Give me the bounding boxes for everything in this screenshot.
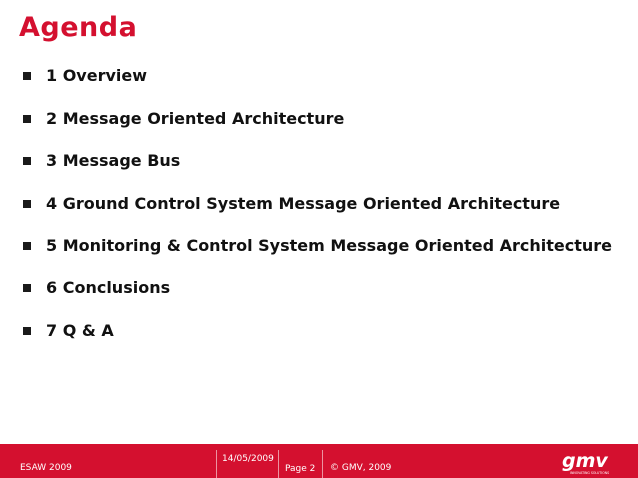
gmv-logo-tagline: INNOVATING SOLUTIONS — [570, 471, 610, 475]
footer-bar — [0, 444, 638, 478]
agenda-item-text: 3 Message Bus — [46, 151, 181, 170]
footer-copyright: © GMV, 2009 — [330, 463, 392, 473]
square-bullet-icon — [23, 157, 31, 165]
agenda-item — [0, 236, 638, 260]
footer-date: 14/05/2009 — [222, 454, 274, 464]
agenda-item — [0, 194, 638, 218]
agenda-item — [0, 321, 638, 345]
agenda-item-text: 7 Q & A — [46, 321, 114, 340]
footer-event: ESAW 2009 — [20, 463, 72, 473]
agenda-item-text: 4 Ground Control System Message Oriented Architecture — [46, 194, 561, 213]
slide-title: Agenda — [19, 12, 138, 43]
footer-divider — [278, 450, 279, 478]
square-bullet-icon — [23, 200, 31, 208]
square-bullet-icon — [23, 242, 31, 250]
agenda-item — [0, 278, 638, 302]
square-bullet-icon — [23, 284, 31, 292]
square-bullet-icon — [23, 115, 31, 123]
agenda-item — [0, 109, 638, 133]
agenda-item — [0, 66, 638, 90]
agenda-item-text: 5 Monitoring & Control System Message Oriented Architecture — [46, 236, 613, 255]
footer-divider — [216, 450, 217, 478]
square-bullet-icon — [23, 72, 31, 80]
gmv-logo — [560, 450, 620, 476]
agenda-item-text: 6 Conclusions — [46, 278, 171, 297]
agenda-item-text: 2 Message Oriented Architecture — [46, 109, 345, 128]
agenda-item-text: 1 Overview — [46, 66, 148, 85]
agenda-item — [0, 151, 638, 175]
square-bullet-icon — [23, 327, 31, 335]
gmv-logo-text: gmv — [562, 450, 608, 472]
footer-page-number: Page 2 — [285, 464, 316, 474]
footer-divider — [322, 450, 323, 478]
